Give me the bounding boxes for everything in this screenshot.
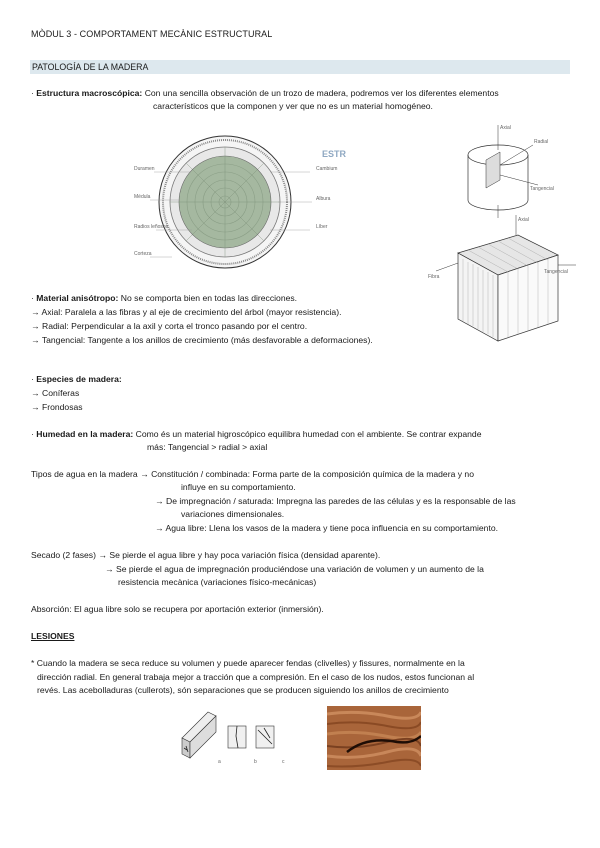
tipos-line-1: [31, 468, 474, 481]
secado-l3: resistencia mecànica (variaciones físico-mecánicas): [118, 577, 317, 587]
trunk-label-cambium: Cambium: [316, 166, 338, 172]
block-label-tangencial: Tangencial: [544, 269, 568, 275]
tipos-l4: variaciones dimensionales.: [181, 509, 285, 519]
especies-item-coniferas: → Coníferas: [31, 388, 80, 398]
trunk-cross-section-figure: [120, 132, 360, 272]
section-title-bar: [30, 60, 570, 74]
block-label-fibra: Fibra: [428, 274, 440, 280]
estructura-term: Estructura macroscópica:: [36, 88, 143, 98]
wood-axes-cylinder-figure: [458, 120, 558, 220]
estructura-line-1: [31, 87, 499, 100]
tipos-l2: influye en su comportamiento.: [181, 482, 296, 492]
lesiones-l2: dirección radial. En general trabaja mejor a tracción que a compresión. En el caso de los nudos, estos funcionan al: [37, 672, 475, 682]
trunk-label-medula: Médula: [134, 194, 151, 200]
anisotropo-term: Material anisótropo:: [36, 293, 119, 303]
absorcion-text: Absorción: El agua libre solo se recupera por aportación exterior (inmersión).: [31, 604, 324, 614]
bullet: ·: [31, 293, 34, 303]
anisotropo-text: No se comporta bien en todas las direcciones.: [120, 293, 298, 303]
bullet: ·: [31, 88, 34, 98]
lesiones-l1: Cuando la madera se seca reduce su volumen y puede aparecer fendas (clivelles) y fissures, normalmente en la: [36, 658, 465, 668]
estructura-text-2: característicos que la componen y ver que no es un material homogéneo.: [153, 101, 433, 111]
humedad-line-1: [31, 428, 481, 441]
secado-lead: Secado (2 fases): [31, 550, 96, 560]
wood-block-figure: [428, 215, 578, 345]
trunk-label-corteza: Corteza: [134, 251, 152, 257]
secado-l2: → Se pierde el agua de impregnación produciéndose una variación de volumen y un aumento de la: [105, 564, 484, 574]
bullet: ·: [31, 429, 34, 439]
humedad-text-2: más: Tangencial > radial > axial: [147, 442, 268, 452]
trunk-label-liber: Líber: [316, 224, 328, 230]
axes-label-radial: Radial: [534, 139, 549, 145]
tipos-l1: → Constitución / combinada: Forma parte de la composición química de la madera y no: [140, 469, 474, 479]
humedad-text-1: Como és un material higroscópico equilibra humedad con el ambiente. Se contrar expande: [135, 429, 482, 439]
trunk-label-albura: Albura: [316, 196, 331, 202]
tipos-l3: → De impregnación / saturada: Impregna las paredes de las células y es la responsable de las: [155, 496, 516, 506]
trunk-label-duramen: Duramen: [134, 166, 155, 172]
secado-line-1: [31, 549, 380, 562]
anisotropo-item-axial: → Axial: Paralela a las fibras y al eje de crecimiento del árbol (mayor resistencia).: [31, 307, 342, 317]
bullet: ·: [31, 374, 34, 384]
lesiones-line-1: [31, 657, 465, 670]
axes-label-axial: Axial: [500, 125, 511, 131]
beam-fig-label-a: a: [218, 759, 221, 765]
trunk-label-radios: Radios leñosos: [134, 224, 169, 230]
beam-crack-figure: [178, 708, 303, 768]
secado-l1: → Se pierde el agua libre y hay poca variación física (densidad aparente).: [98, 550, 381, 560]
anisotropo-item-tangencial: → Tangencial: Tangente a los anillos de crecimiento (más desfavorable a deformaciones).: [31, 335, 373, 345]
axes-label-tangencial: Tangencial: [530, 186, 554, 192]
block-label-axial: Axial: [518, 217, 529, 223]
lesiones-l3: revés. Las acebolladuras (cullerots), són separaciones que se producen siguiendo los anillos de crecimiento: [37, 685, 449, 695]
wood-grain-photo: [327, 706, 421, 770]
lesiones-title: LESIONES: [31, 631, 75, 641]
especies-line: [31, 373, 122, 386]
estructura-text-1: Con una sencilla observación de un trozo de madera, podremos ver los diferentes elementos: [144, 88, 499, 98]
tipos-l5: → Agua libre: Llena los vasos de la madera y tiene poca influencia en su comportamiento.: [155, 523, 498, 533]
anisotropo-item-radial: → Radial: Perpendicular a la axil y corta el tronco pasando por el centro.: [31, 321, 308, 331]
beam-fig-label-b: b: [254, 759, 257, 765]
anisotropo-line: [31, 292, 297, 305]
page-header-title: MÒDUL 3 - COMPORTAMENT MECÀNIC ESTRUCTURAL: [31, 29, 273, 39]
humedad-term: Humedad en la madera:: [36, 429, 134, 439]
especies-item-frondosas: → Frondosas: [31, 402, 83, 412]
tipos-lead: Tipos de agua en la madera: [31, 469, 138, 479]
beam-fig-label-c: c: [282, 759, 285, 765]
especies-term: Especies de madera:: [36, 374, 122, 384]
trunk-figure-heading: ESTR: [322, 149, 347, 159]
asterisk-bullet: *: [31, 658, 35, 668]
section-title: PATOLOGÍA DE LA MADERA: [32, 62, 149, 72]
